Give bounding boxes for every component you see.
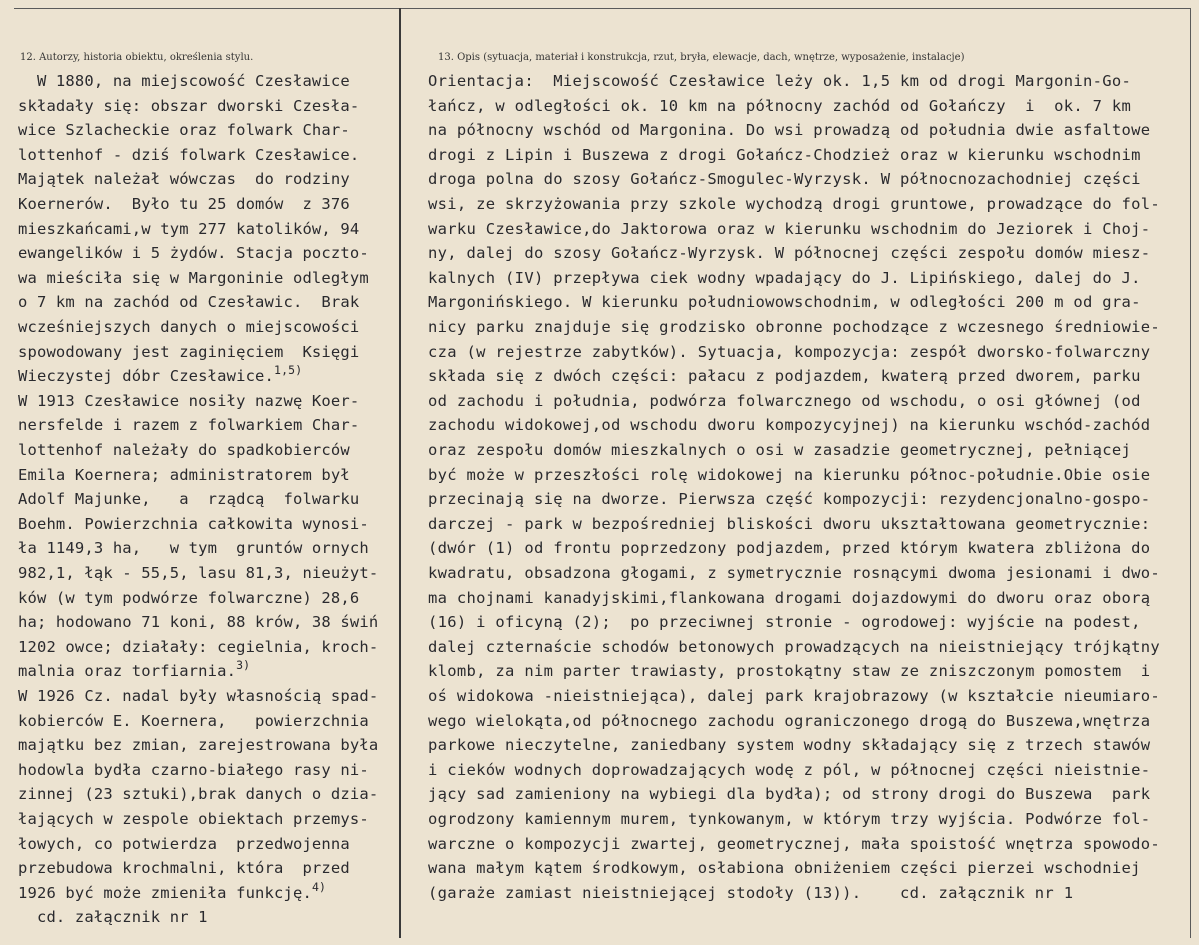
text-line: darczej - park w bezpośredniej bliskości dworu ukształtowana geometrycznie: [428, 514, 1151, 533]
top-rule [14, 8, 1190, 9]
text-line: nersfelde i razem z folwarkiem Char- [18, 416, 360, 435]
text-line: wana małym kątem środkowym, osłabiona obniżeniem części pierzei wschodniej [428, 859, 1141, 878]
text-line: ma chojnami kanadyjskimi,flankowana drogami dojazdowymi do dworu oraz oborą [428, 588, 1151, 607]
text-line: malnia oraz torfiarnia.$^{3)}$ [18, 658, 251, 681]
text-line: ha; hodowano 71 koni, 88 krów, 38 świń [18, 613, 379, 632]
text-line: i cieków wodnych doprowadzających wodę z pól, w północnej części nieistnie- [428, 760, 1151, 779]
text-line: drogi z Lipin i Buszewa z drogi Gołańcz-Chodzież oraz w kierunku wschodnim [428, 145, 1141, 164]
text-line: W 1913 Czesławice nosiły nazwę Koer- [18, 391, 360, 410]
text-line: W 1880, na miejscowość Czesławice [18, 72, 350, 90]
text-line: 1202 owce; działały: cegielnia, kroch- [18, 637, 379, 656]
text-line: ogrodzony kamiennym murem, tynkowanym, w którym trzy wyjścia. Podwórze fol- [428, 810, 1151, 828]
text-line: wsi, ze skrzyżowania przy szkole wychodzą drogi gruntowe, prowadzące do fol- [428, 195, 1161, 213]
text-line: przecinają się na dworze. Pierwsza część kompozycji: rezydencjonalno-gospo- [428, 490, 1151, 509]
text-line: (dwór (1) od frontu poprzedzony podjazdem, przed którym kwatera zbliżona do [428, 539, 1151, 558]
footnote-ref: 1,5) [274, 363, 303, 378]
text-line: składa się z dwóch części: pałacu z podjazdem, kwaterą przed dworem, parku [428, 367, 1141, 386]
text-line: mieszkańcami,w tym 277 katolików, 94 [18, 219, 360, 238]
text-line: być może w przeszłości rolę widokowej na kierunku północ-południe.Obie osie [428, 465, 1151, 484]
text-line: Margonińskiego. W kierunku południowowschodnim, w odległości 200 m od gra- [428, 293, 1141, 312]
column-divider [399, 8, 401, 938]
text-line: oraz zespołu domów mieszkalnych o osi w zasadzie geometrycznej, pełniącej [428, 441, 1132, 459]
text-line: parkowe nieczytelne, zaniedbany system wodny składający się z trzech stawów [428, 736, 1151, 755]
text-line: składały się: obszar dworski Czesła- [18, 96, 360, 115]
text-line: warku Czesławice,do Jaktorowa oraz w kierunku wschodnim do Jeziorek i Choj- [428, 219, 1151, 238]
text-line: warczne o kompozycji zwartej, geometrycznej, mała spoistość wnętrza spowodo- [428, 834, 1161, 853]
text-line: klomb, za nim parter trawiasty, prostokątny staw ze zniszczonym pomostem i [428, 662, 1151, 681]
right-section-heading: 13. Opis (sytuacja, materiał i konstrukcja, rzut, bryła, elewacje, dach, wnętrze, wyposażenie, instalacje) [438, 52, 965, 63]
text-line: łających w zespole obiektach przemys- [18, 810, 369, 828]
text-line: droga polna do szosy Gołańcz-Smogulec-Wyrzysk. W północnozachodniej części [428, 170, 1141, 189]
text-line: ewangelików i 5 żydów. Stacja poczto- [18, 244, 369, 263]
text-line: 982,1, łąk - 55,5, lasu 81,3, nieużyt- [18, 564, 379, 582]
text-line: Majątek należał wówczas do rodziny [18, 170, 350, 189]
left-section-heading: 12. Autorzy, historia obiektu, określenia stylu. [20, 52, 254, 63]
text-line: o 7 km na zachód od Czesławic. Brak [18, 293, 360, 312]
text-line: Orientacja: Miejscowość Czesławice leży ok. 1,5 km od drogi Margonin-Go- [428, 72, 1132, 90]
text-line: oś widokowa -nieistniejąca), dalej park krajobrazowy (w kształcie nieumiaro- [428, 687, 1161, 705]
text-line: na północny wschód od Margonina. Do wsi prowadzą od południa dwie asfaltowe [428, 121, 1151, 140]
right-rule [1190, 8, 1191, 938]
text-line: wcześniejszych danych o miejscowości [18, 318, 360, 336]
text-line: Boehm. Powierzchnia całkowita wynosi- [18, 514, 369, 533]
text-line: lottenhof należały do spadkobierców [18, 441, 350, 459]
text-line: majątku bez zmian, zarejestrowana była [18, 736, 379, 755]
text-line: Adolf Majunke, a rządcą folwarku [18, 490, 360, 509]
text-line: kalnych (IV) przepływa ciek wodny wpadający do J. Lipińskiego, dalej do J. [428, 268, 1141, 287]
text-line: hodowla bydła czarno-białego rasy ni- [18, 760, 369, 779]
text-line: zachodu widokowej,od wschodu dworu kompozycyjnej) na kierunku wschód-zachód [428, 416, 1151, 435]
text-line: kobierców E. Koernera, powierzchnia [18, 711, 369, 730]
text-line: Wieczystej dóbr Czesławice.$^{1,5)}$ [18, 363, 303, 386]
text-line: wice Szlacheckie oraz folwark Char- [18, 121, 350, 140]
text-line: ny, dalej do szosy Gołańcz-Wyrzysk. W północnej części zespołu domów miesz- [428, 244, 1151, 263]
text-line: łańcz, w odległości ok. 10 km na północny zachód od Gołańczy i ok. 7 km [428, 96, 1132, 115]
text-line: łowych, co potwierdza przedwojenna [18, 834, 350, 853]
text-line: 1926 być może zmieniła funkcję.$^{4)}$ [18, 879, 327, 902]
text-line: zinnej (23 sztuki),brak danych o dzia- [18, 785, 379, 804]
text-line: nicy parku znajduje się grodzisko obronne pochodzące z wczesnego średniowie- [428, 318, 1161, 336]
text-line: przebudowa krochmalni, która przed [18, 859, 350, 878]
text-line: Emila Koernera; administratorem był [18, 465, 350, 484]
text-line: kwadratu, obsadzona głogami, z symetrycznie rosnącymi dwoma jesionami i dwo- [428, 564, 1161, 582]
text-line: W 1926 Cz. nadal były własnością spad- [18, 687, 379, 705]
text-line: wa mieściła się w Margoninie odległym [18, 268, 369, 287]
text-line: (16) i oficyną (2); po przeciwnej stronie - ogrodowej: wyjście na podest, [428, 613, 1141, 632]
text-line: spowodowany jest zaginięciem Księgi [18, 342, 360, 361]
text-line: lottenhof - dziś folwark Czesławice. [18, 145, 360, 164]
text-line: dalej czternaście schodów betonowych prowadzących na nieistniejący trójkątny [428, 637, 1161, 656]
footnote-ref: 3) [236, 658, 251, 673]
text-line: cza (w rejestrze zabytków). Sytuacja, kompozycja: zespół dworsko-folwarczny [428, 342, 1151, 361]
text-line: Koernerów. Było tu 25 domów z 376 [18, 195, 350, 213]
text-line: jący sad zamieniony na wybiegi dla bydła); od strony drogi do Buszewa park [428, 785, 1151, 804]
text-line: ków (w tym podwórze folwarczne) 28,6 [18, 588, 360, 607]
text-line: od zachodu i południa, podwórza folwarcznego od wschodu, o osi głównej (od [428, 391, 1141, 410]
footnote-ref: 4) [311, 879, 327, 894]
text-line: ła 1149,3 ha, w tym gruntów ornych [18, 539, 369, 558]
text-line: (garaże zamiast nieistniejącej stodoły (13)). cd. załącznik nr 1 [428, 883, 1074, 902]
text-line: cd. załącznik nr 1 [18, 908, 208, 927]
text-line: wego wielokąta,od północnego zachodu ograniczonego drogą do Buszewa,wnętrza [428, 711, 1151, 730]
